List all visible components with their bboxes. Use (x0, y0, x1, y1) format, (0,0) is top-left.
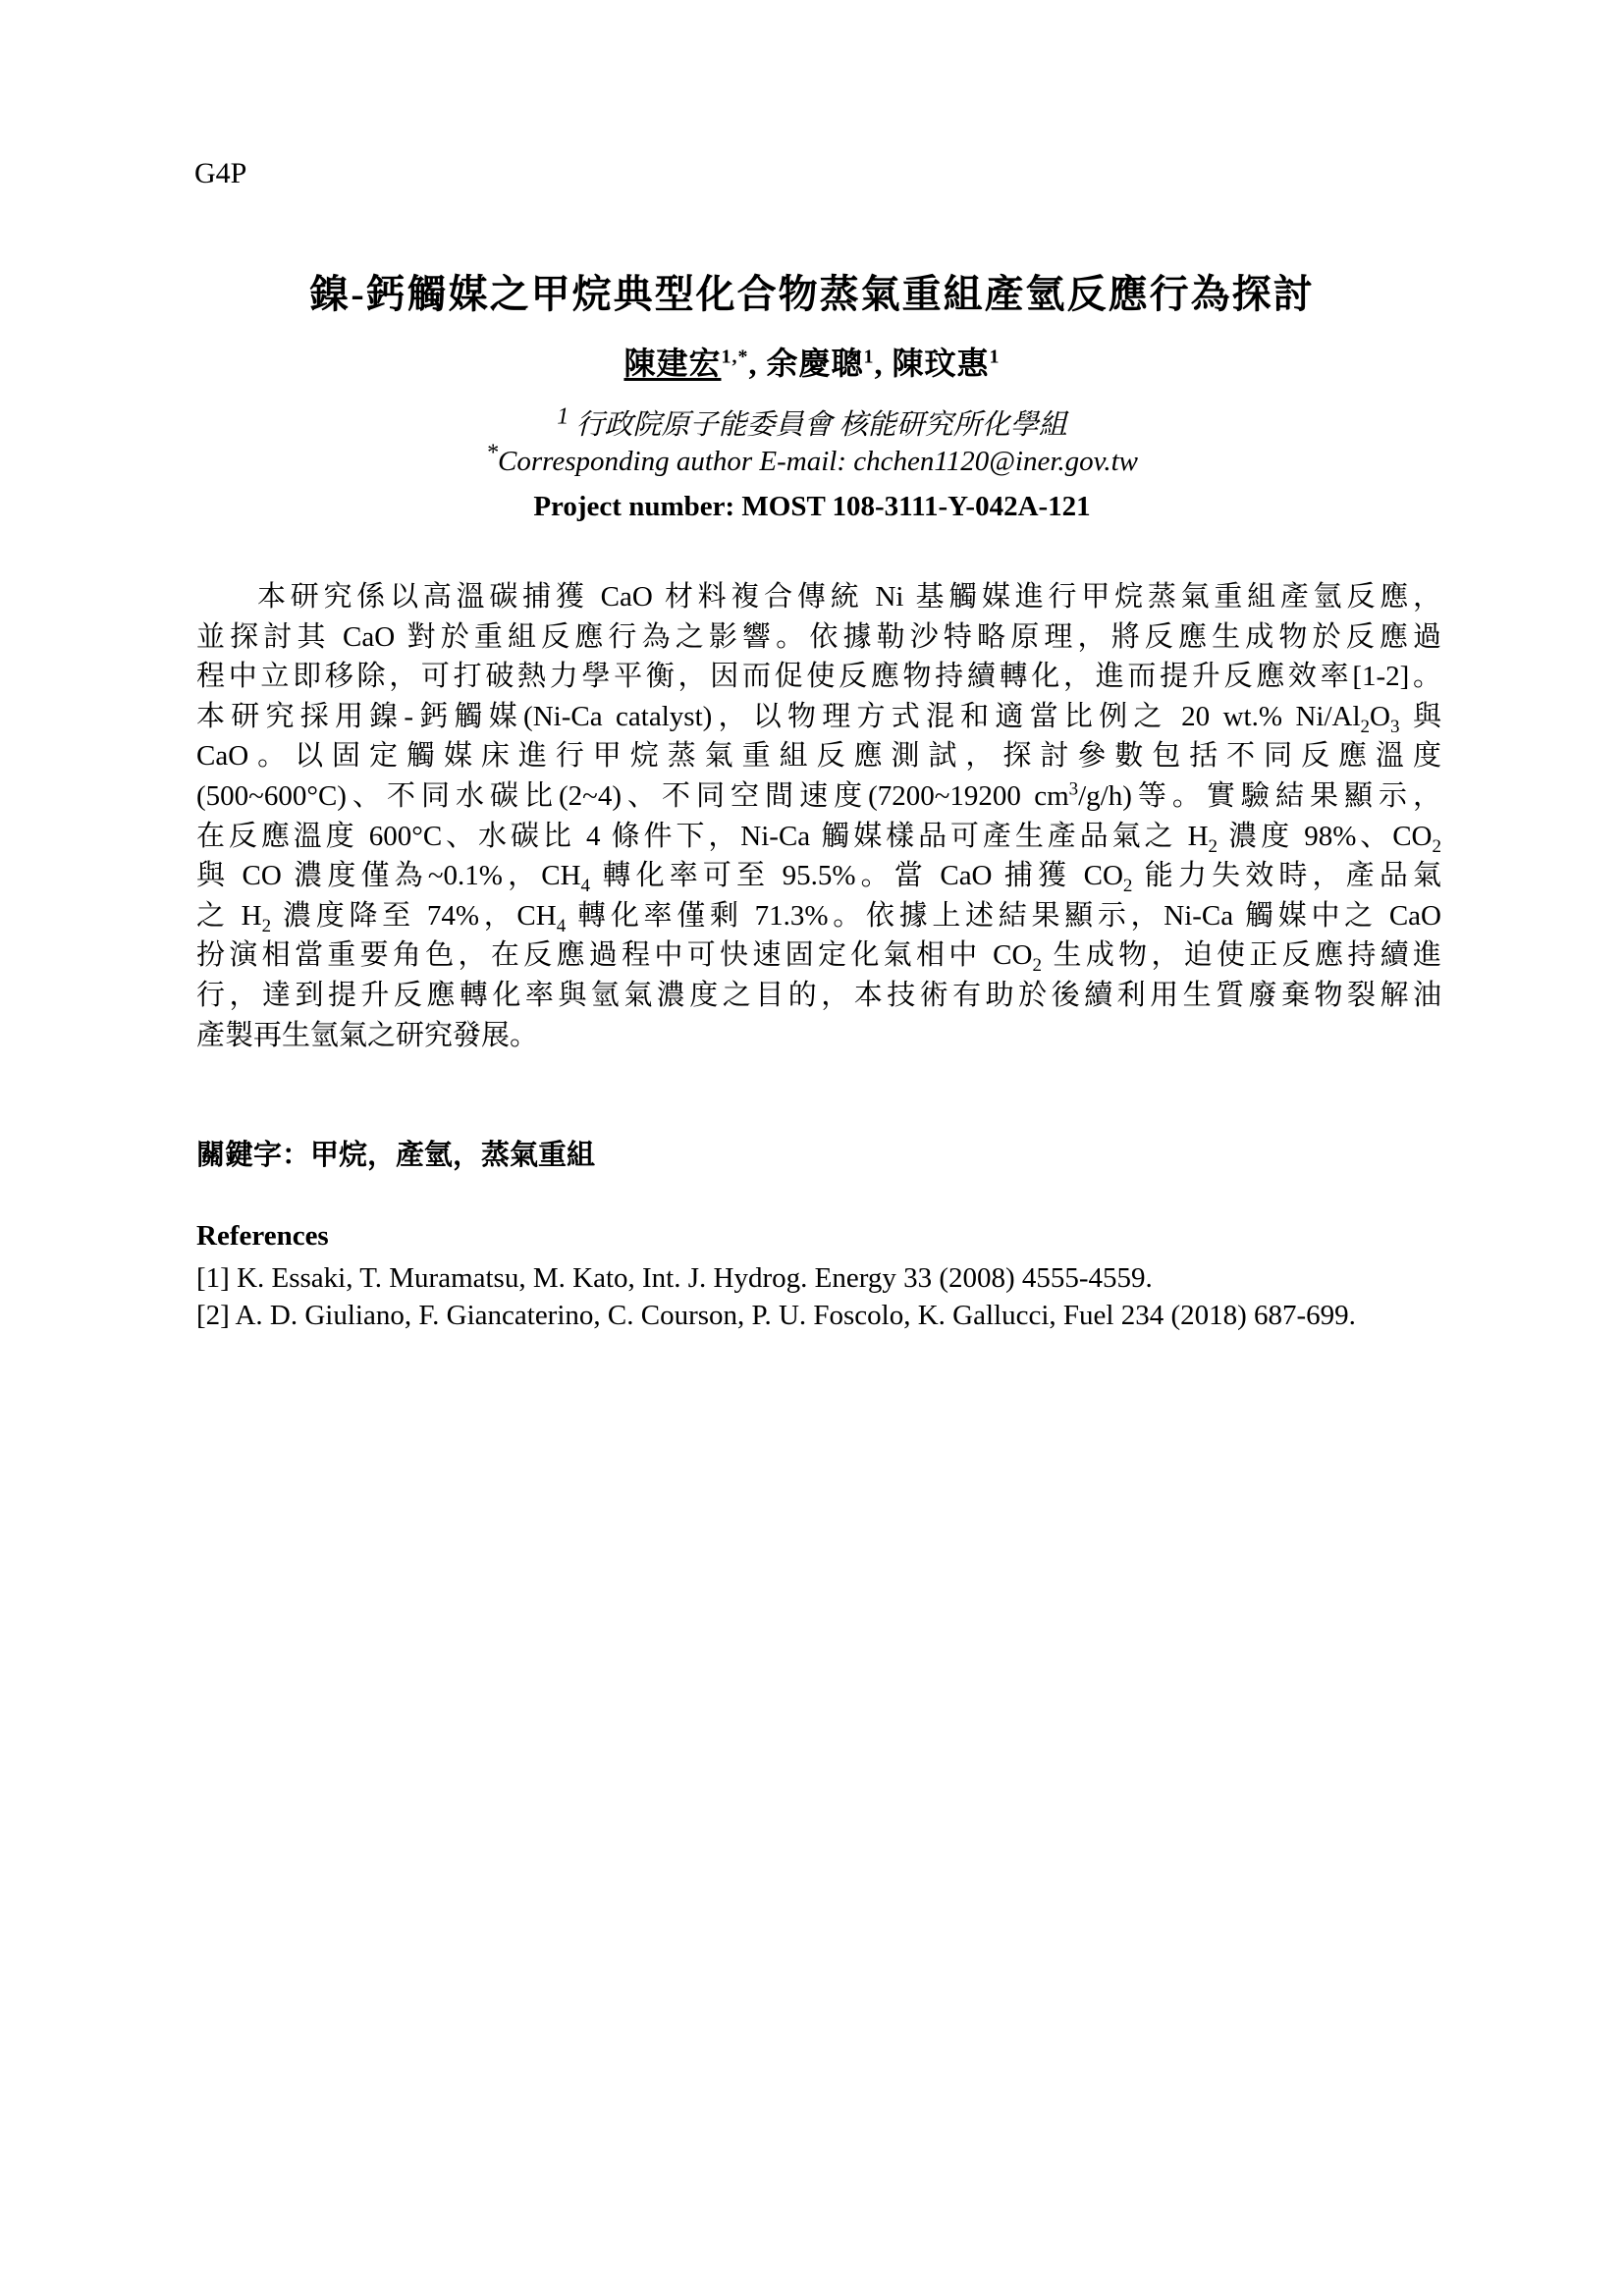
paper-title: 鎳-鈣觸媒之甲烷典型化合物蒸氣重組產氫反應行為探討 (309, 272, 1315, 316)
abstract-line: 行，達到提升反應轉化率與氫氣濃度之目的，本技術有助於後續利用生質廢棄物裂解油 (196, 979, 1441, 1011)
abstract-line (196, 817, 1441, 857)
abstract-text: /g/h)等。實驗結果顯示， (1078, 779, 1441, 812)
abstract-line (196, 776, 1441, 817)
author-2-affiliation-mark: 1 (863, 346, 875, 368)
author-1-name: 陳建宏 (623, 346, 722, 381)
subscript: 2 (1208, 835, 1218, 857)
abstract-text: 在反應溫度 600°C、水碳比 4 條件下，Ni-Ca 觸媒樣品可產生產品氣之 H (196, 820, 1209, 852)
abstract-line: 並探討其 CaO 對於重組反應行為之影響。依據勒沙特略原理，將反應生成物於反應過 (196, 620, 1441, 653)
abstract-text: 濃度 98%、CO (1228, 820, 1433, 852)
abstract-text: 之 H (196, 899, 262, 932)
abstract-line (196, 896, 1441, 936)
author-separator: , (748, 346, 758, 381)
subscript: 2 (1122, 875, 1133, 896)
subscript: 4 (556, 915, 567, 936)
author-3-name: 陳玟惠 (892, 346, 990, 381)
abstract-line: 產製再生氫氣之研究發展。 (196, 1019, 539, 1051)
author-list (0, 339, 1624, 384)
subscript: 2 (1360, 716, 1371, 737)
corresponding-mark: * (485, 439, 499, 466)
abstract-text: O (1370, 700, 1390, 732)
abstract-text: 能力失效時，產品氣 (1144, 860, 1441, 892)
paper-code: G4P (194, 157, 247, 189)
abstract-line (196, 697, 1441, 737)
reference-item: [1] K. Essaki, T. Muramatsu, M. Kato, Int. J. Hydrog. Energy 33 (2008) 4555-4559. (196, 1262, 1153, 1294)
affiliation-text: 行政院原子能委員會 核能研究所化學組 (575, 409, 1067, 441)
abstract-text: 轉化率僅剩 71.3%。依據上述結果顯示，Ni-Ca 觸媒中之 CaO (577, 899, 1441, 932)
abstract-text: 濃度降至 74%，CH (283, 899, 557, 932)
subscript: 4 (580, 875, 591, 896)
abstract-text: 本研究採用鎳-鈣觸媒(Ni-Ca catalyst)，以物理方式混和適當比例之 20 wt.% Ni/Al (196, 700, 1361, 732)
subscript: 2 (261, 915, 272, 936)
keywords: 關鍵字：甲烷，產氫，蒸氣重組 (196, 1140, 596, 1171)
references-list (196, 1259, 1441, 1334)
abstract-line: 程中立即移除，可打破熱力學平衡，因而促使反應物持續轉化，進而提升反應效率[1-2]。 (196, 661, 1441, 693)
abstract-line: 本研究係以高溫碳捕獲 CaO 材料複合傳統 Ni 基觸媒進行甲烷蒸氣重組產氫反應， (257, 581, 1441, 613)
abstract-text: 扮演相當重要角色，在反應過程中可快速固定化氣相中 CO (196, 939, 1033, 972)
affiliation (0, 402, 1624, 443)
abstract-body (196, 577, 1441, 1055)
abstract-text: 與 CO 濃度僅為~0.1%，CH (196, 860, 581, 892)
reference-item: [2] A. D. Giuliano, F. Giancaterino, C. Courson, P. U. Foscolo, K. Gallucci, Fuel 234 (2018) 687-699. (196, 1300, 1356, 1331)
subscript: 2 (1432, 835, 1441, 857)
abstract-line: CaO。以固定觸媒床進行甲烷蒸氣重組反應測試，探討參數包括不同反應溫度 (196, 740, 1441, 773)
abstract-line (196, 935, 1441, 976)
abstract-text: 生成物，迫使正反應持續進 (1053, 939, 1441, 972)
abstract-text: 轉化率可至 95.5%。當 CaO 捕獲 CO (602, 860, 1123, 892)
affiliation-mark: 1 (557, 402, 569, 430)
corresponding-author (0, 439, 1624, 478)
subscript: 2 (1032, 955, 1042, 977)
author-separator: , (874, 346, 884, 381)
abstract-line (196, 856, 1441, 896)
author-1-affiliation-mark: 1,* (721, 346, 749, 368)
superscript: 3 (1068, 778, 1079, 800)
abstract-text: (500~600°C)、不同水碳比(2~4)、不同空間速度(7200~19200 cm (196, 779, 1069, 812)
author-3-affiliation-mark: 1 (989, 346, 1001, 368)
author-2-name: 余慶聰 (766, 346, 864, 381)
abstract-text: 與 (1413, 700, 1442, 732)
project-number: Project number: MOST 108-3111-Y-042A-121 (533, 491, 1091, 522)
subscript: 3 (1390, 716, 1400, 737)
corresponding-email: Corresponding author E-mail: chchen1120@iner.gov.tw (498, 446, 1139, 477)
references-heading: References (196, 1220, 329, 1252)
